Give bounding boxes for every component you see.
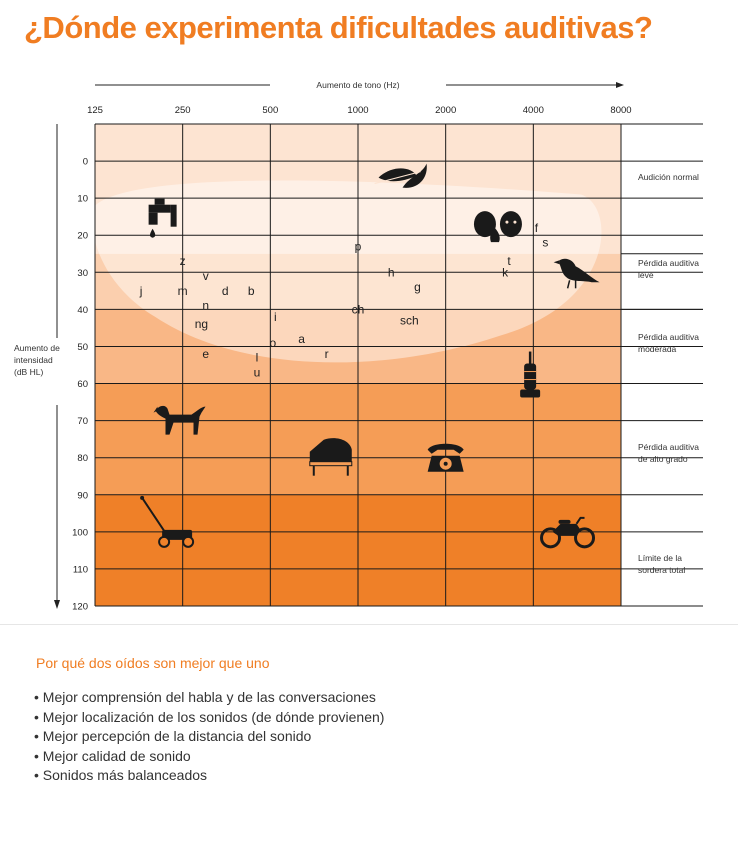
speech-sound-label: a bbox=[298, 332, 305, 347]
speech-sound-label: b bbox=[247, 283, 255, 298]
speech-sound-label: k bbox=[502, 265, 509, 280]
y-tick-label: 10 bbox=[77, 193, 88, 205]
speech-sound-label: g bbox=[414, 280, 421, 295]
speech-sound-label: sch bbox=[399, 313, 419, 328]
y-tick-label: 0 bbox=[82, 156, 88, 168]
y-tick-label: 100 bbox=[72, 527, 88, 539]
x-tick-label: 125 bbox=[87, 105, 103, 116]
benefit-item: • Mejor percepción de la distancia del sonido bbox=[34, 727, 384, 747]
speech-sound-label: h bbox=[387, 265, 395, 280]
y-tick-label: 50 bbox=[77, 341, 88, 353]
zone-label-line: Pérdida auditiva bbox=[638, 258, 699, 268]
audiogram-chart bbox=[0, 70, 738, 620]
benefit-item: • Mejor comprensión del habla y de las conversaciones bbox=[34, 688, 384, 708]
speech-sound-label: ng bbox=[194, 317, 209, 332]
speech-sound-label: u bbox=[253, 365, 261, 380]
zone-label-line: Límite de la bbox=[638, 553, 682, 563]
y-tick-label: 110 bbox=[72, 564, 88, 576]
divider bbox=[0, 624, 738, 625]
speech-sound-label: f bbox=[534, 220, 539, 235]
speech-sound-label: o bbox=[269, 335, 277, 350]
y-axis-label-line: intensidad bbox=[14, 355, 53, 365]
speech-sound-label: s bbox=[542, 235, 549, 250]
y-tick-label: 70 bbox=[77, 416, 88, 428]
zone-label-line: sordera total bbox=[638, 565, 686, 575]
speech-sound-label: t bbox=[507, 254, 511, 269]
speech-sound-label: j bbox=[139, 283, 143, 298]
y-axis-arrow-head bbox=[54, 600, 60, 609]
benefit-item: • Mejor localización de los sonidos (de dónde provienen) bbox=[34, 708, 384, 728]
benefit-item: • Mejor calidad de sonido bbox=[34, 747, 384, 767]
y-axis-label-line: Aumento de bbox=[14, 343, 60, 353]
speech-sound-label: r bbox=[324, 346, 329, 361]
y-axis-label-line: (dB HL) bbox=[14, 367, 44, 377]
x-tick-label: 8000 bbox=[610, 105, 632, 116]
speech-sound-label: p bbox=[354, 239, 362, 254]
speech-sound-label: ch bbox=[351, 302, 365, 317]
x-tick-label: 500 bbox=[262, 105, 279, 116]
y-tick-label: 30 bbox=[77, 267, 88, 279]
benefits-title: Por qué dos oídos son mejor que uno bbox=[36, 655, 270, 671]
y-tick-label: 20 bbox=[77, 230, 88, 242]
telephone-icon bbox=[428, 444, 464, 472]
speech-sound-label: d bbox=[221, 283, 229, 298]
x-axis-arrow-head bbox=[616, 82, 624, 88]
speech-sound-label: z bbox=[179, 254, 186, 269]
page-title: ¿Dónde experimenta dificultades auditivas? bbox=[24, 10, 653, 45]
x-tick-label: 2000 bbox=[435, 105, 457, 116]
benefits-list bbox=[34, 688, 384, 786]
x-axis-label: Aumento de tono (Hz) bbox=[316, 80, 400, 90]
zone-label-line: Audición normal bbox=[638, 172, 699, 182]
y-tick-label: 40 bbox=[77, 304, 88, 316]
x-tick-label: 1000 bbox=[347, 105, 369, 116]
x-tick-label: 250 bbox=[174, 105, 191, 116]
y-tick-label: 120 bbox=[72, 601, 88, 613]
x-tick-label: 4000 bbox=[522, 105, 544, 116]
benefit-item: • Sonidos más balanceados bbox=[34, 766, 384, 786]
y-tick-label: 90 bbox=[77, 490, 88, 502]
speech-sound-label: m bbox=[177, 283, 188, 298]
zone-label-line: Pérdida auditiva bbox=[638, 332, 699, 342]
speech-sound-label: l bbox=[255, 350, 259, 365]
speech-sound-label: i bbox=[273, 309, 277, 324]
speech-sound-label: v bbox=[202, 269, 209, 284]
zone-label-line: moderada bbox=[638, 344, 677, 354]
zone-label-line: Pérdida auditiva bbox=[638, 442, 699, 452]
zone-labels bbox=[638, 172, 699, 575]
zone-label-line: de alto grado bbox=[638, 454, 688, 464]
speech-sound-label: e bbox=[202, 346, 210, 361]
speech-sound-label: n bbox=[202, 298, 210, 313]
y-tick-label: 60 bbox=[77, 379, 88, 391]
y-tick-label: 80 bbox=[77, 453, 88, 465]
zone-label-line: leve bbox=[638, 270, 654, 280]
